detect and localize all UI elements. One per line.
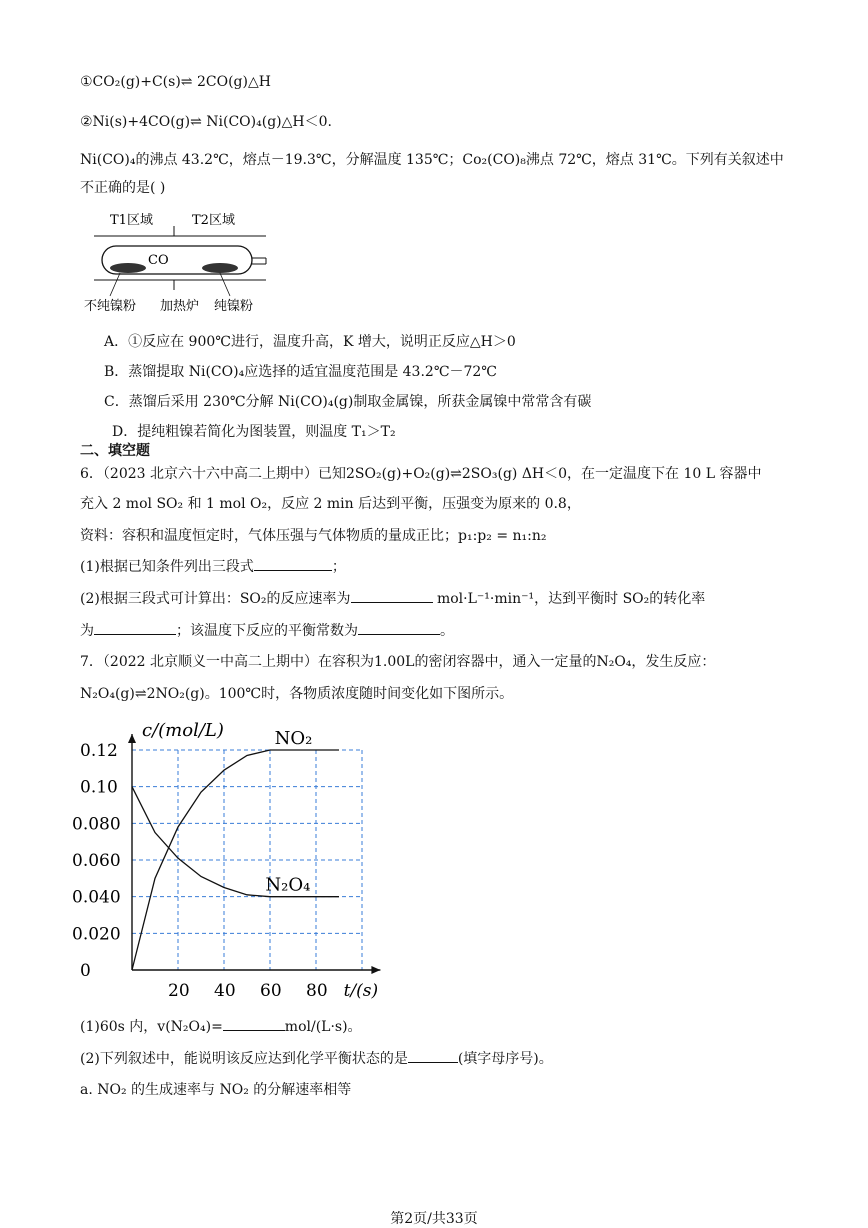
answer-blank[interactable] bbox=[351, 588, 433, 603]
x-tick-label: 40 bbox=[214, 981, 236, 1001]
pure-nickel-powder bbox=[202, 263, 238, 273]
y-tick-label: 0 bbox=[80, 961, 91, 981]
x-tick-label: 80 bbox=[306, 981, 328, 1001]
y-tick-label: 0.020 bbox=[72, 924, 121, 945]
q6-part1-end: ； bbox=[331, 559, 346, 575]
q7-part2-end: (填字母序号)。 bbox=[457, 1051, 553, 1067]
section-title: 二、填空题 bbox=[80, 443, 150, 459]
option-d: D．提纯粗镍若简化为图装置，则温度 T₁＞T₂ bbox=[112, 424, 396, 440]
x-axis-arrow bbox=[371, 966, 380, 974]
q5-description-line2: 不正确的是( ) bbox=[80, 180, 166, 196]
y-tick-label: 0.080 bbox=[72, 814, 121, 835]
q6-part2-cont-end: 。 bbox=[440, 623, 454, 639]
q7-option-a: a. NO₂ 的生成速率与 NO₂ 的分解速率相等 bbox=[80, 1082, 352, 1098]
q6-part2-cont bbox=[80, 620, 454, 641]
q7-line2: N₂O₄(g)⇌2NO₂(g)。100℃时，各物质浓度随时间变化如下图所示。 bbox=[80, 686, 514, 702]
concentration-time-chart bbox=[70, 712, 410, 1008]
reaction-1: ①CO₂(g)+C(s)⇌ 2CO(g)△H bbox=[80, 74, 271, 90]
q6-part2 bbox=[80, 588, 705, 609]
y-tick-label: 0.040 bbox=[72, 887, 121, 908]
y-axis-arrow bbox=[128, 734, 136, 743]
label-co: CO bbox=[148, 253, 169, 268]
option-a: A．①反应在 900℃进行，温度升高，K 增大，说明正反应△H＞0 bbox=[104, 334, 516, 350]
q7-part2-text: (2)下列叙述中，能说明该反应达到化学平衡状态的是 bbox=[80, 1051, 408, 1067]
apparatus-figure bbox=[80, 206, 280, 316]
answer-blank[interactable] bbox=[223, 1016, 285, 1031]
label-pure-nickel: 纯镍粉 bbox=[214, 299, 254, 314]
label-heater: 加热炉 bbox=[160, 299, 200, 314]
label-t2-region: T2区域 bbox=[192, 213, 235, 228]
q6-line1: 6．（2023 北京六十六中高二上期中）已知2SO₂(g)+O₂(g)⇌2SO₃(g) ΔH＜0，在一定温度下在 10 L 容器中 bbox=[80, 466, 762, 482]
q6-line3: 资料：容积和温度恒定时，气体压强与气体物质的量成正比；p₁:p₂ = n₁:n₂ bbox=[80, 528, 547, 544]
y-tick-label: 0.060 bbox=[72, 851, 121, 871]
q6-line2: 充入 2 mol SO₂ 和 1 mol O₂，反应 2 min 后达到平衡，压强变为原来的 0.8， bbox=[80, 496, 581, 512]
q6-part1 bbox=[80, 556, 346, 577]
reaction-2: ②Ni(s)+4CO(g)⇌ Ni(CO)₄(g)△H＜0. bbox=[80, 114, 332, 130]
y-tick-label: 0.10 bbox=[80, 777, 118, 798]
page-footer: 第2页/共33页 bbox=[390, 1211, 478, 1227]
option-b: B．蒸馏提取 Ni(CO)₄应选择的适宜温度范围是 43.2℃－72℃ bbox=[104, 364, 497, 380]
impure-nickel-powder bbox=[110, 263, 146, 273]
q6-part2-units: mol·L⁻¹·min⁻¹，达到平衡时 SO₂的转化率 bbox=[432, 591, 706, 607]
answer-blank[interactable] bbox=[254, 556, 332, 571]
option-c: C．蒸馏后采用 230℃分解 Ni(CO)₄(g)制取金属镍，所获金属镍中常常含有碳 bbox=[104, 394, 592, 410]
q5-description-line1: Ni(CO)₄的沸点 43.2℃，熔点－19.3℃，分解温度 135℃；Co₂(CO)₈沸点 72℃，熔点 31℃。下列有关叙述中 bbox=[80, 152, 784, 168]
q7-line1: 7．（2022 北京顺义一中高二上期中）在容积为1.00L的密闭容器中，通入一定量的N₂O₄，发生反应： bbox=[80, 654, 716, 670]
q7-part1-text: (1)60s 内，v(N₂O₄)= bbox=[80, 1019, 223, 1035]
y-axis-label: c/(mol/L) bbox=[142, 720, 224, 741]
x-tick-label: 60 bbox=[260, 981, 282, 1001]
q6-part1-text: (1)根据已知条件列出三段式 bbox=[80, 559, 254, 575]
label-t1-region: T1区域 bbox=[110, 213, 153, 228]
x-axis-label: t/(s) bbox=[343, 981, 379, 1001]
answer-blank[interactable] bbox=[358, 620, 440, 635]
answer-blank[interactable] bbox=[94, 620, 176, 635]
y-tick-label: 0.12 bbox=[80, 741, 118, 761]
x-tick-label: 20 bbox=[168, 981, 190, 1001]
q7-part2 bbox=[80, 1048, 553, 1069]
answer-blank[interactable] bbox=[408, 1048, 458, 1063]
q7-part1 bbox=[80, 1016, 362, 1037]
label-impure-nickel: 不纯镍粉 bbox=[84, 299, 137, 314]
q6-part2-cont-text: 为 bbox=[80, 623, 94, 639]
q6-part2-text: (2)根据三段式可计算出：SO₂的反应速率为 bbox=[80, 591, 351, 607]
series-label-n2o4: N₂O₄ bbox=[265, 874, 311, 896]
q6-part2-cont-mid: ；该温度下反应的平衡常数为 bbox=[176, 623, 358, 639]
q7-part1-units: mol/(L·s)。 bbox=[284, 1019, 362, 1035]
series-label-no2: NO₂ bbox=[274, 728, 313, 749]
